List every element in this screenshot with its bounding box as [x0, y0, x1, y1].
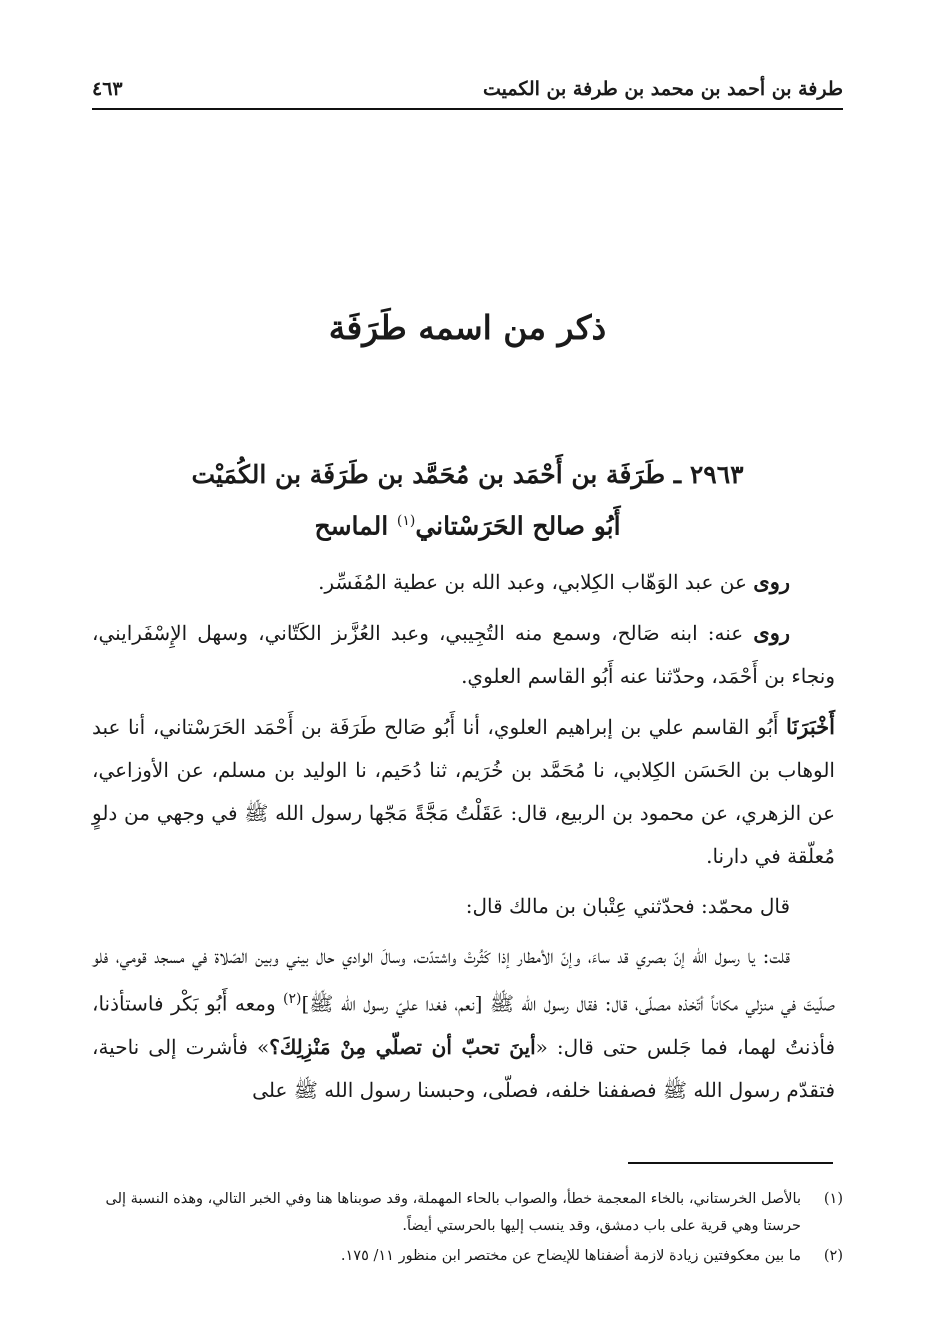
footnote-marker-1: (١) — [396, 513, 416, 529]
footnote-2 — [92, 1243, 843, 1270]
entry-heading-line-1: ٢٩٦٣ ـ طَرَفَة بن أَحْمَد بن مُحَمَّد بن طَرَفَة بن الكُمَيْت — [191, 460, 744, 489]
paragraph-isnad — [92, 705, 835, 878]
paragraph-narrated-from — [92, 560, 835, 604]
paragraph-muhammad-said: قال محمّد: فحدّثني عِتْبان بن مالك قال: — [465, 894, 790, 918]
footnote-rule — [628, 1162, 833, 1164]
paragraph-text: أَبُو القاسم علي بن إبراهيم العلوي، أنا أَبُو صَالح طَرَفَة بن أَحْمَد الحَرَسْتاني، أنا عبد الوهاب بن الحَسَن الكِلابي، نا مُحَمَّد بن خُرَيم، ثنا دُحَيم، نا الوليد بن مسلم، عن الأوزاعي، عن الزهري، عن محمود بن الربيع، قال: عَقَلْتُ مَجَّةً مَجّها رسول الله ﷺ في وجهي من دلوٍ مُعلّقة في دارنا. — [92, 715, 835, 868]
paragraph-text: عن عبد الوَهّاب الكِلابي، وعبد الله بن عطية المُفَسِّر. — [318, 570, 754, 594]
footnote-marker-2: (٢) — [283, 991, 302, 1007]
entry-name-kunya: أَبُو صالح الحَرَسْتاني — [415, 511, 621, 541]
paragraph-text: قلت: يا رسول الله إنّ بصري قد ساءَ، وإنّ الأمطار إذا كَثُرتْ واشتدّت، وسالَ الوادي حال بيني وبين الصّلاة في مسجد قومي، فلو صلّيتَ في منزلي مكاناً أتّخذه مصلّى، قال: فقال رسول الله ﷺ [نعم، فغدا عليّ رسول الله ﷺ] — [92, 944, 835, 1016]
paragraph-text: ومعه أَبُو بَكْر فاستأذنا، فأذنتُ لهما، فما جَلس حتى قال: « — [92, 991, 836, 1059]
footnote-text: ما بين معكوفتين زيادة لازمة أضفناها للإيضاح عن مختصر ابن منظور ١١/ ١٧٥. — [340, 1248, 801, 1264]
entry-heading — [92, 452, 843, 549]
footnote-1 — [92, 1186, 843, 1240]
paragraph-text: » فأشرت إلى ناحية، فتقدّم رسول الله ﷺ فصففنا خلفه، فصلّى، وحبسنا رسول الله ﷺ على — [92, 1034, 835, 1102]
entry-name-title: الماسح — [314, 511, 397, 541]
header-rule — [92, 108, 843, 110]
footnote-number: (١) — [823, 1191, 843, 1207]
footnotes — [92, 1186, 843, 1273]
entry-heading-line-2 — [92, 498, 843, 549]
paragraph-text: عنه: ابنه صَالح، وسمع منه التُجِيبي، وعبد العُزَّىز الكَتّاني، وسهل الإِسْفَرايني، ونجاء بن أَحْمَد، وحدّثنا عنه أَبُو القاسم العلوي. — [92, 621, 835, 688]
keyword-rawa: روى — [753, 620, 790, 645]
running-title: طرفة بن أحمد بن محمد بن طرفة بن الكميت — [483, 78, 843, 100]
prophet-quote: أينَ تحبّ أن تصلّي مِنْ مَنْزِلِكَ؟ — [269, 1034, 536, 1059]
footnote-text: بالأصل الخرستاني، بالخاء المعجمة خطأ، والصواب بالحاء المهملة، وقد صوبناها هنا وفي الخبر التالي، وهذه النسبة إلى حرستا وهي قرية على باب دمشق، وقد ينسب إليها بالحرستي أيضاً. — [105, 1191, 801, 1234]
page-number: ٤٦٣ — [92, 78, 123, 100]
footnote-number: (٢) — [823, 1248, 843, 1264]
running-head — [92, 72, 843, 106]
paragraph-hadith — [92, 935, 835, 1112]
body-text — [92, 560, 835, 1119]
keyword-rawa: روى — [753, 569, 790, 594]
keyword-akhbarana: أَخْبَرَنَا — [786, 714, 835, 739]
section-title: ذكر من اسمه طَرَفَة — [328, 308, 607, 347]
paragraph-narrated-by — [92, 611, 835, 698]
